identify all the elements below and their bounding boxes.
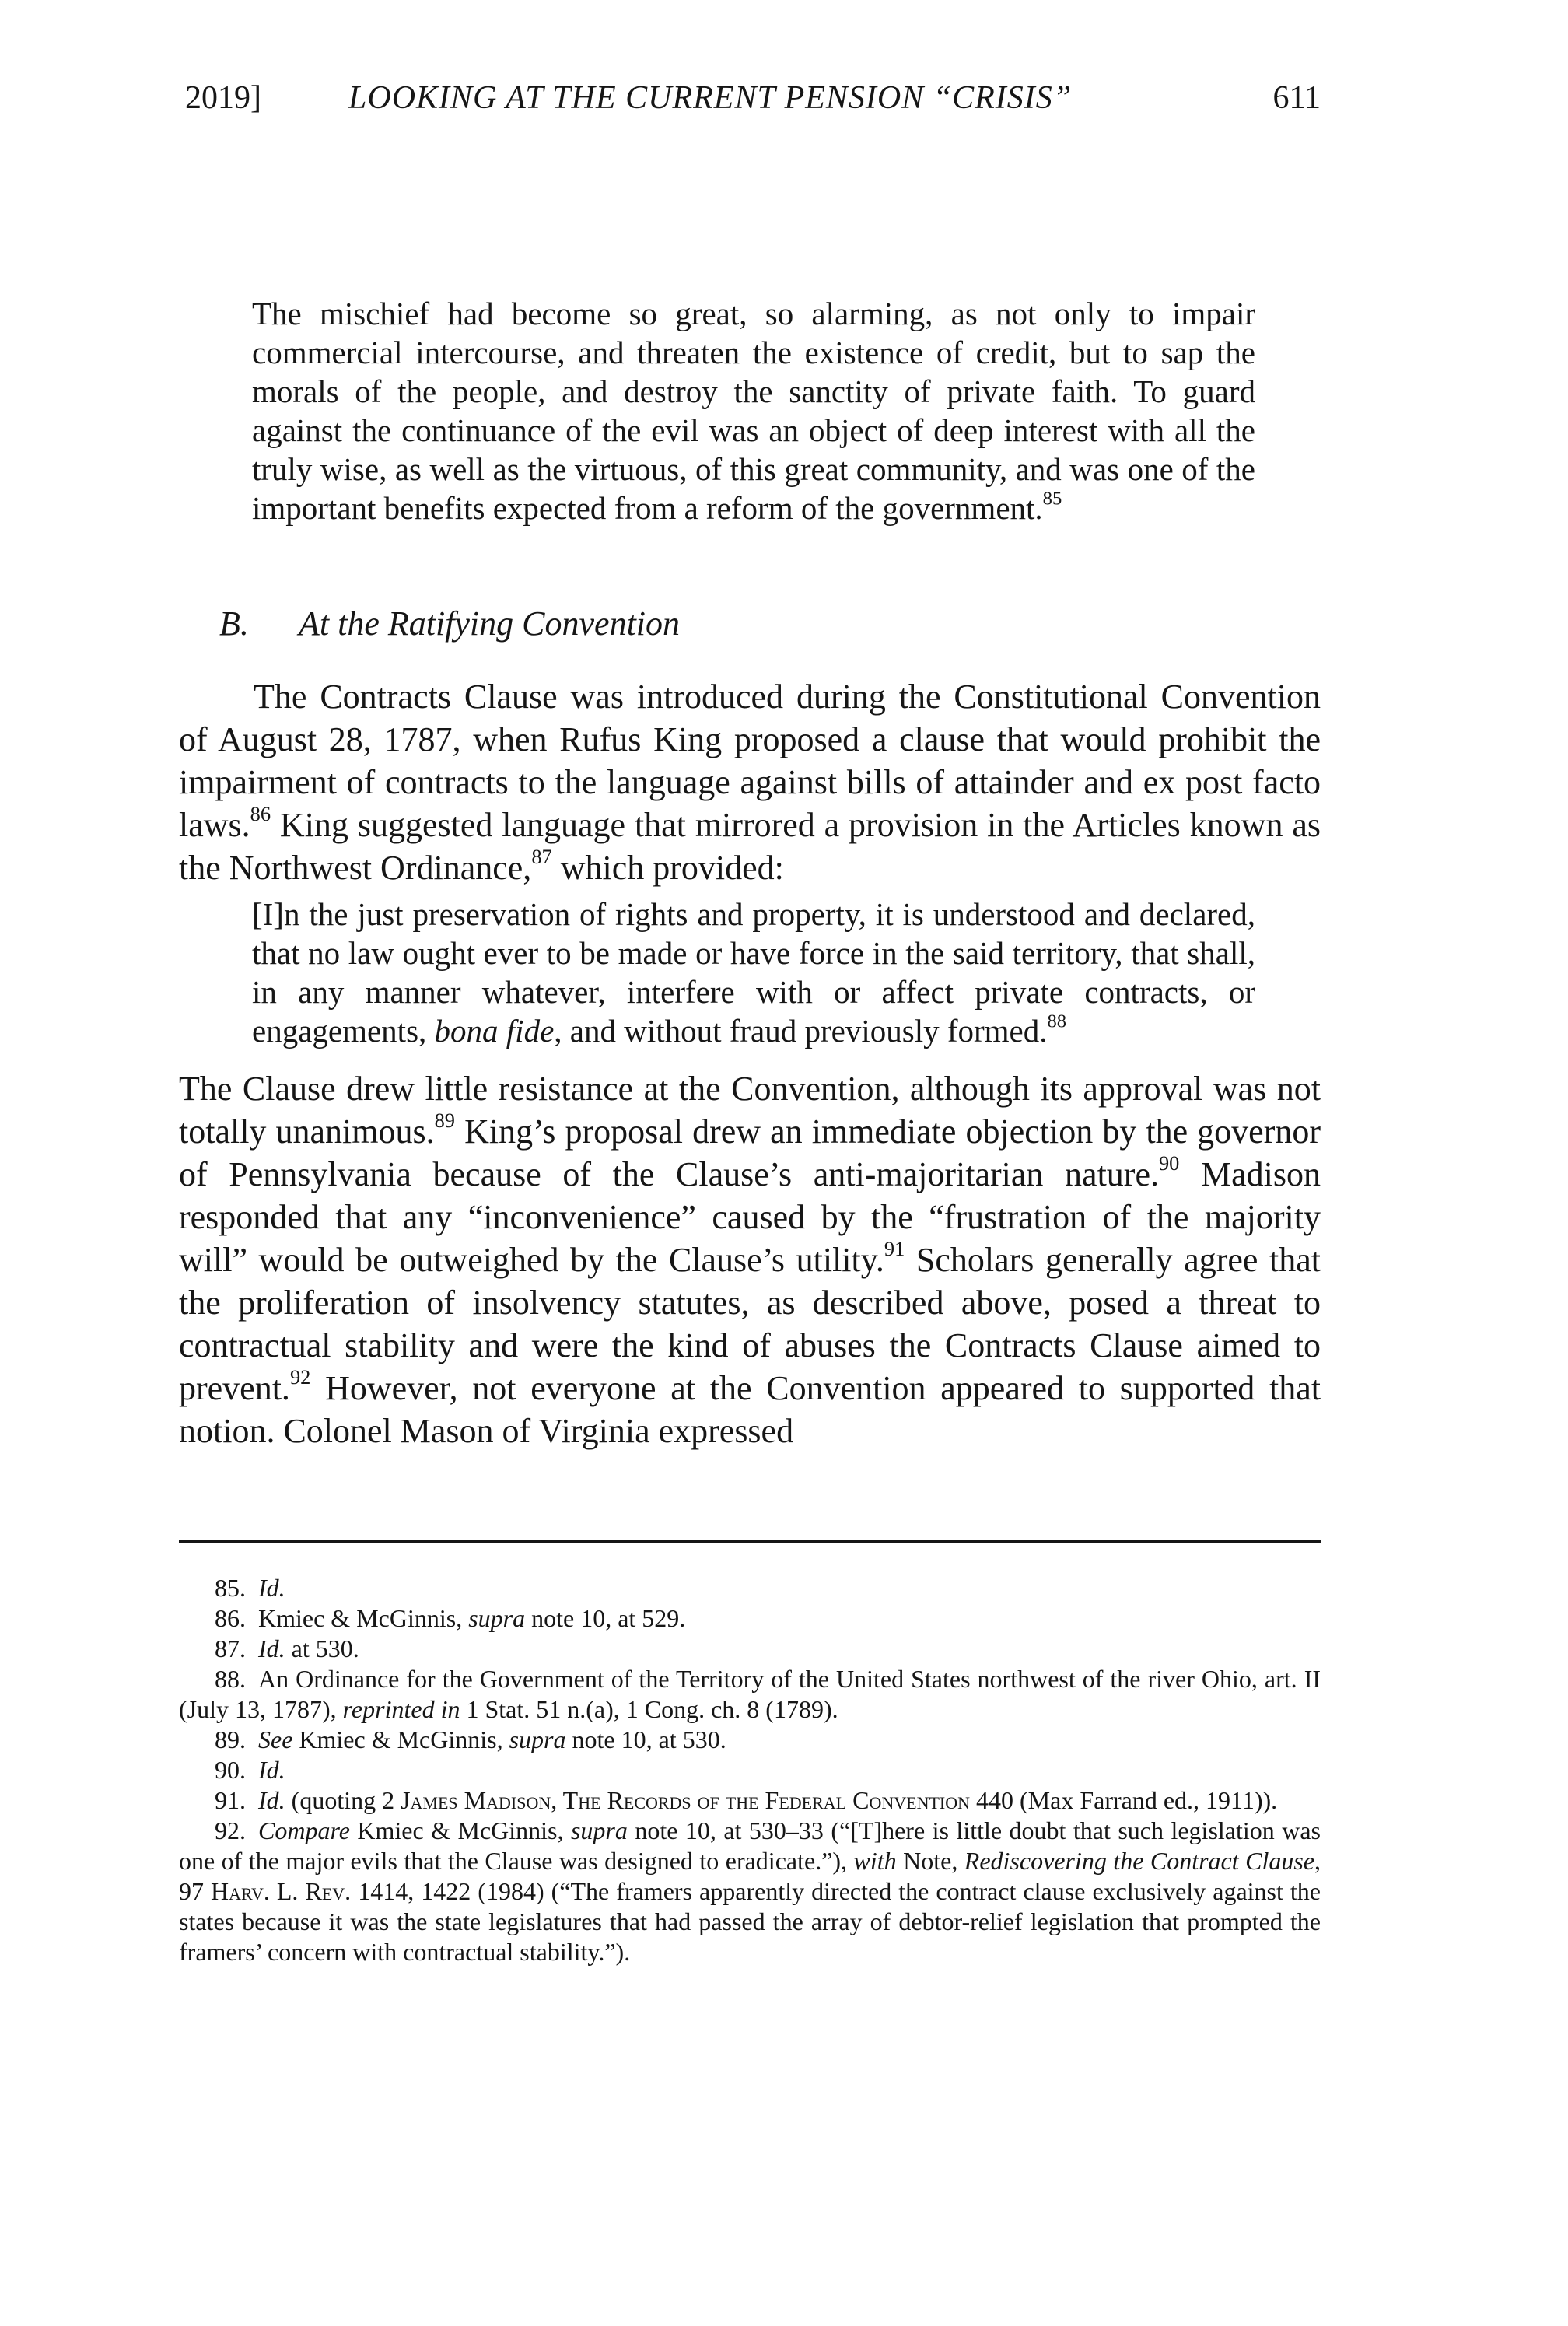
footnote-small-caps: James Madison, The Records of the Federal Convention xyxy=(401,1786,970,1814)
body-paragraph-2 xyxy=(179,1067,1321,1452)
footnote-ref-85[interactable]: 85 xyxy=(1042,488,1062,510)
footnote-90 xyxy=(179,1755,1321,1785)
footnote-italic: Id. xyxy=(258,1574,285,1602)
footnote-small-caps: Harv. L. Rev. xyxy=(211,1877,352,1905)
paragraph-2-text-e: However, not everyone at the Convention appeared to supported that notion. Colonel Mason of Virginia expressed xyxy=(179,1369,1321,1450)
paragraph-1-text-b: King suggested language that mirrored a provision in the Articles known as the Northwest Ordinance, xyxy=(179,806,1321,887)
paragraph-2-text-d: Scholars generally agree that the proliferation of insolvency statutes, as described above, posed a threat to contractual stability and were the kind of abuses the Contracts Clause aimed to prevent. xyxy=(179,1241,1321,1407)
footnote-italic: reprinted in xyxy=(342,1695,460,1723)
block-quote-2 xyxy=(252,895,1255,1050)
footnote-italic: See xyxy=(258,1725,293,1753)
footnote-ref-89[interactable]: 89 xyxy=(434,1109,455,1133)
footnote-italic: supra xyxy=(570,1816,628,1844)
footnote-number: 88. xyxy=(215,1665,246,1693)
footnote-ref-90[interactable]: 90 xyxy=(1158,1151,1180,1175)
footnotes xyxy=(179,1573,1321,1967)
footnote-text: Kmiec & McGinnis, xyxy=(349,1816,571,1844)
footnote-89 xyxy=(179,1725,1321,1755)
footnote-italic: Compare xyxy=(258,1816,350,1844)
block-quote-1-text: The mischief had become so great, so alarming, as not only to impair commercial intercourse, and threaten the existence of credit, but to sap the morals of the people, and destroy the sanctity of private faith. To guard against the continuance of the evil was an object of deep interest with all the truly wise, as well as the virtuous, of this great community, and was one of the important benefits expected from a reform of the government. xyxy=(252,296,1255,526)
footnote-number: 86. xyxy=(215,1604,246,1632)
footnote-italic: Id. xyxy=(258,1756,285,1784)
footnote-text: (quoting 2 xyxy=(285,1786,401,1814)
section-letter: B. xyxy=(219,604,249,643)
footnote-italic: supra xyxy=(468,1604,526,1632)
footnote-87 xyxy=(179,1634,1321,1664)
header-title: LOOKING AT THE CURRENT PENSION “CRISIS” xyxy=(348,80,1073,116)
footnote-text: An Ordinance for the Government of the Territory of the United States northwest of the river Ohio, art. II (July 13, 1787), xyxy=(179,1665,1321,1723)
footnote-text: Kmiec & McGinnis, xyxy=(258,1604,469,1632)
footnote-text: 440 (Max Farrand ed., 1911)). xyxy=(970,1786,1278,1814)
footnote-italic: Id. xyxy=(258,1634,285,1662)
footnote-text: , 97 xyxy=(179,1847,1321,1905)
footnote-text: Kmiec & McGinnis, xyxy=(292,1725,509,1753)
paragraph-1-text-c: which provided: xyxy=(551,849,784,887)
footnote-number: 90. xyxy=(215,1756,246,1784)
footnote-italic: Rediscovering the Contract Clause xyxy=(964,1847,1315,1875)
footnote-86 xyxy=(179,1603,1321,1634)
block-quote-2-text-b: , and without fraud previously formed. xyxy=(554,1013,1048,1049)
running-header xyxy=(185,79,1321,126)
footnote-text: at 530. xyxy=(285,1634,359,1662)
footnote-text: note 10, at 530–33 (“[T]here is little doubt that such legislation was one of the major evils that the Clause was designed to eradicate.”), xyxy=(179,1816,1321,1875)
block-quote-1 xyxy=(252,294,1255,527)
footnote-number: 89. xyxy=(215,1725,246,1753)
footnote-85 xyxy=(179,1573,1321,1603)
section-heading xyxy=(219,604,680,643)
footnote-ref-87[interactable]: 87 xyxy=(531,845,552,869)
block-quote-2-text-a: [I]n the just preservation of rights and property, it is understood and declared, that no law ought ever to be made or have force in the said territory, that shall, in any manner whatever, interfere with or affect private contracts, or engagements, xyxy=(252,896,1255,1049)
footnote-text: note 10, at 529. xyxy=(525,1604,686,1632)
footnote-text: note 10, at 530. xyxy=(565,1725,726,1753)
page-number: 611 xyxy=(1272,80,1321,116)
footnote-divider xyxy=(179,1540,1321,1543)
footnote-text: Note, xyxy=(896,1847,964,1875)
footnote-number: 85. xyxy=(215,1574,246,1602)
footnote-text: 1 Stat. 51 n.(a), 1 Cong. ch. 8 (1789). xyxy=(460,1695,838,1723)
footnote-number: 92. xyxy=(215,1816,246,1844)
footnote-italic: supra xyxy=(509,1725,566,1753)
footnote-italic: with xyxy=(853,1847,897,1875)
paragraph-2-text-b: King’s proposal drew an immediate objection by the governor of Pennsylvania because of the Clause’s anti-majoritarian nature. xyxy=(179,1112,1321,1193)
footnote-ref-86[interactable]: 86 xyxy=(250,802,271,826)
paragraph-2-text-c: Madison responded that any “inconvenience” caused by the “frustration of the majority will” would be outweighed by the Clause’s utility. xyxy=(179,1155,1321,1279)
block-quote-2-italic: bona fide xyxy=(434,1013,555,1049)
body-paragraph-1 xyxy=(179,675,1321,889)
footnote-number: 91. xyxy=(215,1786,246,1814)
paragraph-2-text-a: The Clause drew little resistance at the Convention, although its approval was not totally unanimous. xyxy=(179,1070,1321,1151)
footnote-ref-88[interactable]: 88 xyxy=(1047,1011,1067,1032)
section-title: At the Ratifying Convention xyxy=(299,604,681,643)
footnote-ref-92[interactable]: 92 xyxy=(289,1365,311,1389)
paragraph-1-text-a: The Contracts Clause was introduced during the Constitutional Convention of August 28, 1787, when Rufus King proposed a clause that would prohibit the impairment of contracts to the language against bills of attainder and ex post facto laws. xyxy=(179,678,1321,844)
footnote-text: 1414, 1422 (1984) (“The framers apparently directed the contract clause exclusively against the states because it was the state legislatures that had passed the array of debtor-relief legislation that prompted the framers’ concern with contractual stability.”). xyxy=(179,1877,1321,1966)
footnote-91 xyxy=(179,1785,1321,1816)
footnote-number: 87. xyxy=(215,1634,246,1662)
header-year: 2019] xyxy=(185,80,261,116)
footnote-italic: Id. xyxy=(258,1786,285,1814)
footnote-88 xyxy=(179,1664,1321,1725)
footnote-92 xyxy=(179,1816,1321,1967)
footnote-ref-91[interactable]: 91 xyxy=(884,1237,905,1261)
